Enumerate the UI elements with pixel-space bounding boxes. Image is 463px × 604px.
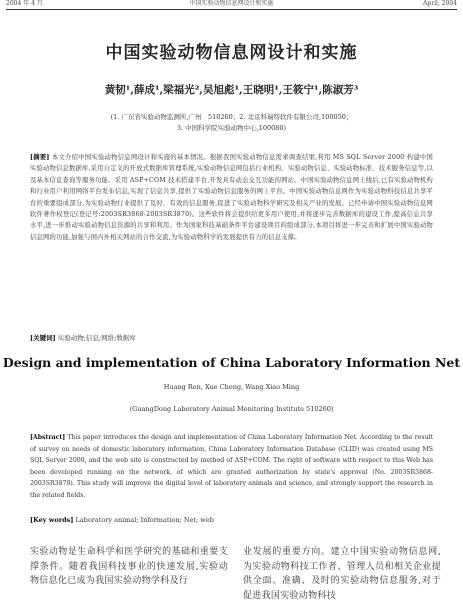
chinese-keywords [30,333,433,342]
chinese-abstract-label: [摘要] [30,154,50,161]
chinese-keywords-label: [关键词] [30,334,56,342]
english-abstract-text: This paper introduces the design and implementation of China Laboratory Information Net. According to the result of survey on needs of domestic laboratory information, China Laboratory Information Database (CLID) was created using MS SQL Server 2000, and the web site is constructed by method of ASP+COM. The right of software with respect to this Web has been developed running on the network, of which are granted authorization by state's approval (No. 2003SR3868-2003SR3870). This study will improve the digital level of laboratory animals and science, and strongly support the research in the related fields. [30,434,433,499]
running-header [6,0,457,10]
chinese-affiliation-2: 3. 中国科学院实验动物中心,100080) [176,124,287,132]
english-abstract [30,432,433,502]
running-header-date-en: April, 2004 [423,0,457,7]
chinese-keywords-text: 实验动物;信息;网络;数据库 [57,334,136,342]
english-abstract-label: [Abstract] [30,434,66,441]
english-keywords [30,516,433,524]
running-header-title: 中国实验动物信息网设计和实施 [189,0,274,7]
english-authors: Huang Ren, Xue Cheng, Wang Xiao Ming [163,383,300,391]
running-header-date: 2004 年 4 月 [6,0,43,7]
body-column-left: 实验动物是生命科学和医学研究的基础和重要支撑条件。随着我国科技事业的快速发展,实验动物信息化已成为我国实验动物学科及行 [30,547,228,586]
chinese-authors: 黄韧¹,薛成¹,梁福光²,吴旭彪¹,王晓明¹,王筱宁¹,陈淑芳³ [104,84,359,96]
english-affiliation: (GuangDong Laboratory Animal Monitoring Institute 510260) [129,405,334,413]
chinese-affiliation-1: (1. 广东省实验动物监测所,广州 510260；2. 北京科瑞特软件有限公司,100050； [110,113,353,121]
english-title: Design and implementation of China Laboratory Information Net [2,355,461,370]
body-column-right: 业发展的重要方向。建立中国实验动物信息网,为实验动物科技工作者、管理人员和相关企业提供全面、准确、及时的实验动物信息服务,对于促进我国实验动物科技 [243,547,441,601]
english-keywords-label: [Key words] [30,516,74,524]
chinese-title: 中国实验动物信息网设计和实施 [105,43,358,63]
english-keywords-text: Laboratory animal; Information; Net; web [75,516,214,524]
chinese-abstract [30,152,433,243]
chinese-abstract-text: 本文介绍中国实验动物信息网设计和实施的基本情况。根据我国实验动物信息需求调查结果,利用 MS SQL Server 2000 构建中国实验动物信息数据库,采用自定义的开放式数据库管理系统,实验动物信息网包括行业机构、实验动物信息、实验动物标准、技术服务信息等,以及基本信息查询等服务功能。采用 ASP+COM 技术搭建平台,开发具有动态交互功能的网站。中国实验动物信息网上线后,已有实验动物机构和行业用户利用网络平台发布信息,实现了信息共享,提供了实验动物信息服务的网上平台。中国实验动物信息网作为实验动物科技信息共享平台的重要组成部分,为实验动物行业提供了及时、有效的信息服务,促进了实验动物科学研究及相关产业的发展。已经申请中国实验动物信息网软件著作权登记(登记号:2003SR3868-2003SR3870)。这些软件将会提供给更多用户使用,并将逐步完善数据库的建设工作,提高信息共享水平,进一步推动实验动物信息资源的共享和利用。作为国家科技基础条件平台建设项目的组成部分,本项目将进一步完善和扩展中国实验动物信息网的功能,加强与国内外相关网站的合作交流,为实验动物科学的发展提供有力的信息支撑。 [30,154,434,241]
